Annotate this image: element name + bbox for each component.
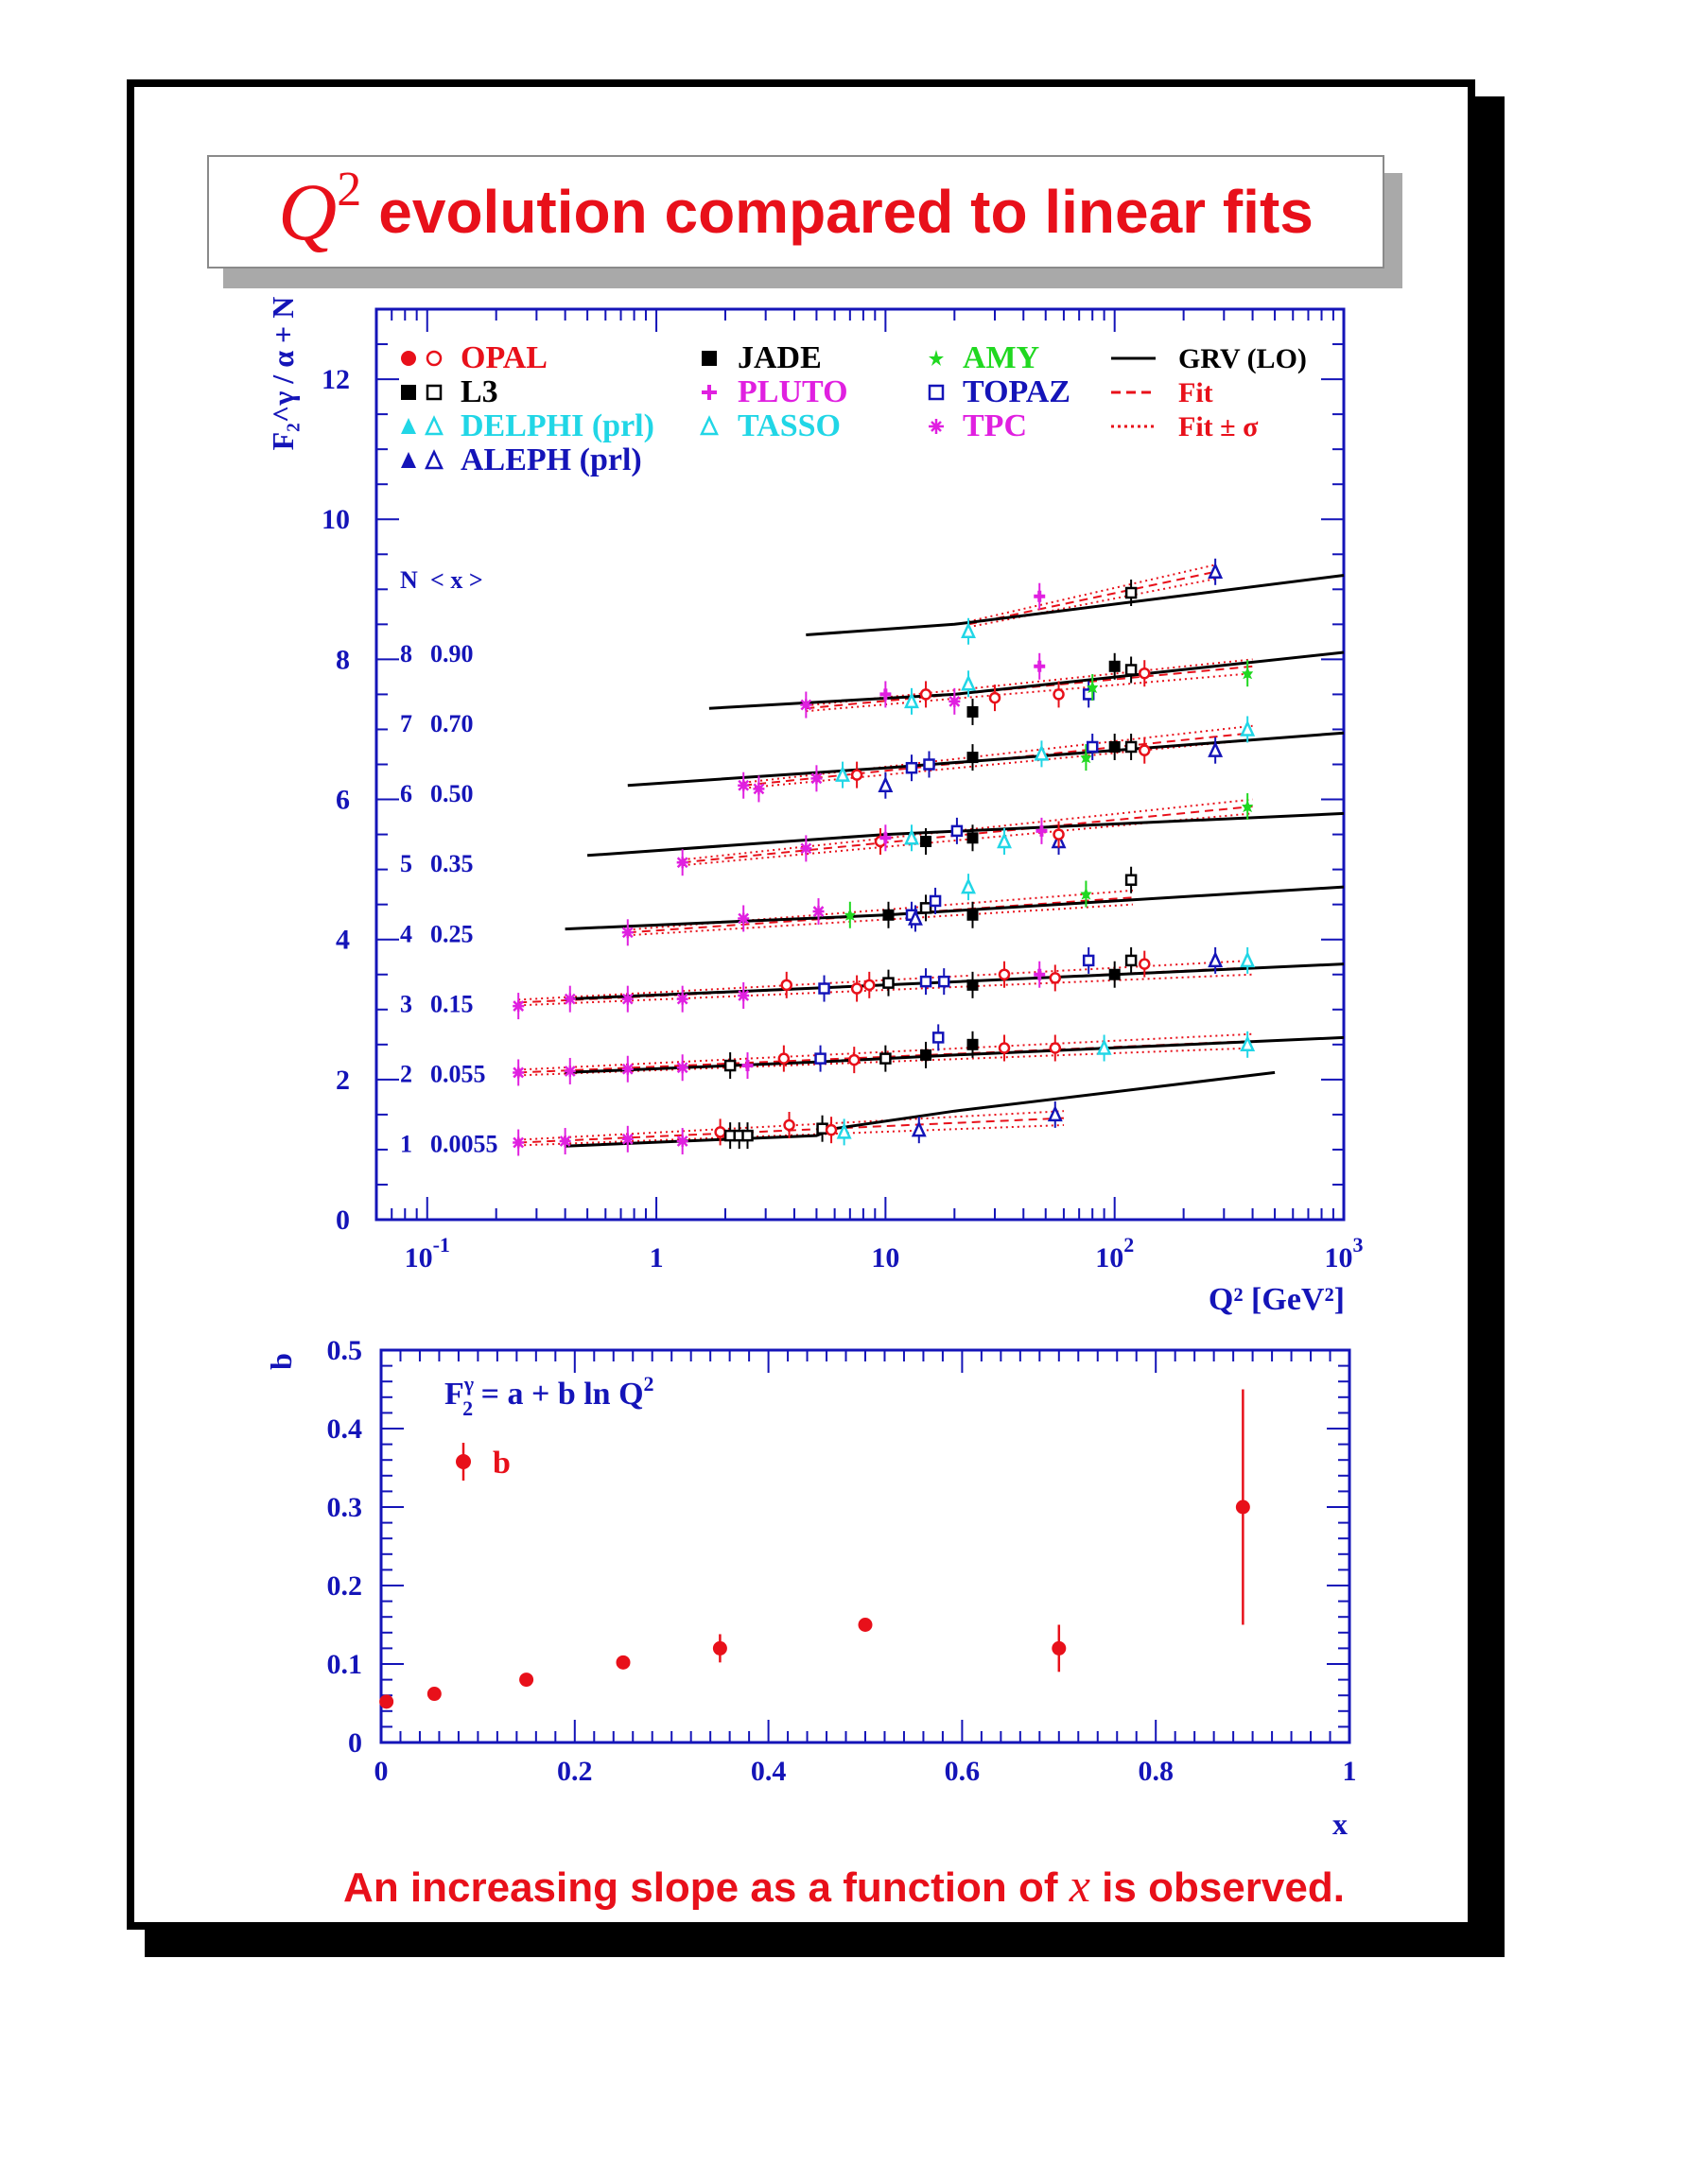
data-point-tpc xyxy=(738,912,749,924)
data-point-l3 xyxy=(1126,742,1136,752)
b-point xyxy=(713,1641,727,1655)
data-point-tasso xyxy=(1099,1042,1110,1054)
data-point-topaz xyxy=(1084,956,1093,965)
data-point-l3 xyxy=(742,1131,752,1140)
data-point-opal xyxy=(1054,689,1064,699)
legend-marker xyxy=(702,418,717,434)
fit-sigma-line xyxy=(806,673,1252,711)
fit-sigma-line xyxy=(968,564,1215,621)
legend-marker xyxy=(929,350,944,366)
x-tick-exponent: 3 xyxy=(1352,1233,1364,1257)
bin-n: 5 xyxy=(400,850,412,878)
bin-mean-x: 0.25 xyxy=(430,920,474,948)
legend-label: L3 xyxy=(461,374,498,409)
data-point-tpc xyxy=(738,780,749,791)
bin-mean-x: 0.0055 xyxy=(430,1130,498,1158)
legend xyxy=(401,340,1307,477)
bin-n: 3 xyxy=(400,990,412,1018)
y-tick-label: 0.1 xyxy=(326,1649,362,1680)
y-tick-label: 8 xyxy=(336,644,350,676)
bin-n: 6 xyxy=(400,780,412,808)
x-tick-exponent: -1 xyxy=(432,1233,450,1257)
data-point-opal xyxy=(852,984,861,994)
x-tick-label: $10^3$ xyxy=(1324,1233,1364,1274)
data-point-l3 xyxy=(883,979,893,988)
grv-curve xyxy=(566,887,1344,929)
y-tick-label: 0.4 xyxy=(326,1413,362,1445)
bin-mean-x: 0.15 xyxy=(430,990,474,1018)
data-point-topaz xyxy=(921,977,931,986)
legend-label: b xyxy=(493,1446,511,1481)
data-point-l3 xyxy=(725,1061,735,1070)
legend-label: TASSO xyxy=(738,408,841,443)
data-point-tpc xyxy=(677,857,688,868)
b-point xyxy=(1236,1500,1250,1515)
legend-marker xyxy=(702,351,717,366)
y-axis-label: b xyxy=(264,1353,298,1370)
legend-label: GRV (LO) xyxy=(1178,343,1307,374)
data-point-tpc xyxy=(800,842,811,854)
data-point-opal xyxy=(1051,1044,1060,1053)
data-point-opal xyxy=(1054,830,1064,840)
b-point xyxy=(427,1687,442,1701)
b-point xyxy=(379,1694,393,1708)
data-point-topaz xyxy=(816,1054,826,1064)
data-point-aleph xyxy=(1209,565,1221,578)
data-point-tpc xyxy=(565,1066,576,1077)
bin-mean-x: 0.70 xyxy=(430,710,474,738)
legend-marker xyxy=(702,385,717,400)
data-point-opal xyxy=(779,1054,789,1064)
x-tick-exponent: 2 xyxy=(1123,1233,1135,1257)
legend-marker-open xyxy=(426,452,442,468)
data-point-l3 xyxy=(1126,875,1136,885)
legend-marker xyxy=(930,386,943,399)
b-point xyxy=(1052,1641,1066,1655)
legend-label: PLUTO xyxy=(738,374,848,409)
data-point-topaz xyxy=(933,1032,943,1042)
legend-label: DELPHI (prl) xyxy=(461,408,654,443)
data-point-tpc xyxy=(622,1134,634,1145)
formula-part: γ xyxy=(463,1372,475,1395)
b-point xyxy=(617,1655,631,1670)
data-point-l3 xyxy=(880,1054,890,1064)
bin-header-x: < x > xyxy=(430,566,483,594)
x-tick-label: 0 xyxy=(374,1756,389,1787)
data-point-jade xyxy=(920,836,931,847)
legend-label: OPAL xyxy=(461,340,548,375)
y-tick-label: 0 xyxy=(348,1727,362,1759)
data-point-topaz xyxy=(939,977,948,986)
formula xyxy=(444,1372,654,1420)
bin-mean-x: 0.50 xyxy=(430,780,474,808)
title-text: evolution compared to linear fits xyxy=(378,178,1314,246)
data-point-opal xyxy=(1000,970,1009,979)
data-point-opal xyxy=(849,1055,859,1065)
y-tick-label: 10 xyxy=(322,504,350,536)
data-point-tpc xyxy=(565,994,576,1005)
x-tick-label: $10^{-1}$ xyxy=(404,1233,450,1274)
bin-mean-x: 0.055 xyxy=(430,1060,486,1088)
data-point-tpc xyxy=(800,700,811,711)
bin-n: 4 xyxy=(400,920,412,948)
x-tick-label: $10^2$ xyxy=(1095,1233,1135,1274)
legend-label: TOPAZ xyxy=(963,374,1070,409)
slope-b-chart xyxy=(264,1335,1357,1841)
data-point-tpc xyxy=(753,783,764,794)
data-point-tpc xyxy=(813,906,825,917)
data-point-jade xyxy=(1109,661,1121,672)
data-point-jade xyxy=(882,910,894,921)
data-point-tpc xyxy=(677,994,688,1005)
formula-part: 2 xyxy=(643,1372,654,1395)
y-axis-label: F₂^γ / α + N xyxy=(266,296,300,451)
data-point-tasso xyxy=(1242,954,1253,966)
bin-n: 1 xyxy=(400,1130,412,1158)
legend-marker xyxy=(929,419,944,434)
data-point-l3 xyxy=(1126,665,1136,674)
data-point-delphi xyxy=(963,880,974,893)
data-point-opal xyxy=(716,1127,725,1136)
x-axis-label: x xyxy=(1332,1807,1348,1841)
legend-label: AMY xyxy=(963,340,1040,375)
data-point-opal xyxy=(864,980,874,990)
data-point-topaz xyxy=(952,826,962,836)
data-point-tpc xyxy=(810,772,822,784)
data-point-opal xyxy=(1000,1044,1009,1053)
b-point xyxy=(519,1673,533,1687)
x-tick-label: 1 xyxy=(649,1242,664,1274)
data-point-aleph xyxy=(1209,954,1221,966)
legend-marker-open xyxy=(426,418,442,434)
fit-sigma-line xyxy=(968,579,1215,627)
data-point-jade xyxy=(967,752,979,763)
data-point-topaz xyxy=(1088,742,1097,752)
data-point-opal xyxy=(785,1120,794,1130)
data-point-opal xyxy=(990,693,1000,702)
data-point-jade xyxy=(920,1049,931,1061)
x-tick-label: 0.2 xyxy=(557,1756,593,1787)
y-tick-label: 2 xyxy=(336,1064,350,1096)
x-axis-label: Q² [GeV²] xyxy=(1208,1282,1345,1317)
f2-q2-chart xyxy=(266,297,1364,1317)
data-point-topaz xyxy=(907,763,916,772)
data-point-tasso xyxy=(1242,1038,1253,1050)
data-point-opal xyxy=(852,771,861,780)
data-point-aleph xyxy=(1209,744,1221,756)
data-point-tpc xyxy=(738,990,749,1001)
grv-curve xyxy=(806,576,1344,635)
y-tick-label: 4 xyxy=(336,924,350,956)
x-tick-label: 0.6 xyxy=(944,1756,981,1787)
legend-marker-filled xyxy=(401,351,416,366)
fit-sigma-line xyxy=(628,905,1133,936)
data-point-jade xyxy=(967,910,979,921)
data-point-delphi xyxy=(963,677,974,689)
grv-curve xyxy=(628,733,1344,786)
data-point-opal xyxy=(827,1125,836,1135)
data-point-opal xyxy=(921,689,931,699)
data-point-jade xyxy=(967,979,979,991)
data-point-tpc xyxy=(513,1000,524,1012)
bin-n: 7 xyxy=(400,710,412,738)
data-point-opal xyxy=(782,980,792,990)
data-point-pluto xyxy=(741,1060,753,1071)
data-point-tpc xyxy=(513,1137,524,1149)
y-tick-label: 6 xyxy=(336,784,350,816)
bin-n: 8 xyxy=(400,639,412,667)
legend-marker-open xyxy=(427,352,441,365)
legend-label: ALEPH (prl) xyxy=(461,442,642,477)
data-point-opal xyxy=(1140,746,1149,755)
data-point-jade xyxy=(967,832,979,843)
conclusion-text: An increasing slope as a function of x is observed. xyxy=(343,1859,1345,1912)
formula-part: 2 xyxy=(462,1396,474,1420)
data-point-tpc xyxy=(677,1135,688,1147)
legend-marker xyxy=(456,1454,471,1469)
formula-part: F xyxy=(444,1377,464,1412)
data-point-tpc xyxy=(622,1064,634,1075)
data-point-topaz xyxy=(931,896,940,906)
data-point-l3 xyxy=(1126,588,1136,598)
legend-marker-filled xyxy=(401,418,416,434)
data-point-aleph xyxy=(879,779,891,791)
data-point-tpc xyxy=(622,994,634,1005)
data-point-tpc xyxy=(948,696,960,707)
b-point xyxy=(859,1618,873,1632)
data-point-topaz xyxy=(924,760,933,770)
data-point-jade xyxy=(967,1039,979,1050)
data-point-tpc xyxy=(560,1135,571,1147)
y-tick-label: 0 xyxy=(336,1205,350,1236)
data-point-opal xyxy=(1140,668,1149,678)
y-tick-label: 0.5 xyxy=(326,1335,362,1366)
title-math: $Q^2$ xyxy=(278,163,362,257)
data-point-jade xyxy=(1109,969,1121,980)
data-point-opal xyxy=(1051,973,1060,982)
data-point-aleph xyxy=(1050,1108,1061,1120)
data-point-tpc xyxy=(622,927,634,938)
legend-marker-filled xyxy=(401,385,416,400)
x-tick-label: 0.8 xyxy=(1138,1756,1174,1787)
bin-mean-x: 0.35 xyxy=(430,850,474,878)
formula-part: = a + b ln Q xyxy=(473,1377,644,1412)
data-point-delphi xyxy=(963,625,974,637)
data-point-jade xyxy=(967,706,979,718)
y-tick-label: 0.3 xyxy=(326,1492,362,1523)
legend-label: Fit ± σ xyxy=(1178,411,1259,442)
y-tick-label: 12 xyxy=(322,364,350,396)
data-point-l3 xyxy=(921,903,931,912)
data-point-pluto xyxy=(1034,661,1045,672)
legend-label: Fit xyxy=(1178,377,1213,408)
bin-mean-x: 0.90 xyxy=(430,639,474,667)
data-point-topaz xyxy=(820,984,829,994)
legend-marker-filled xyxy=(401,452,416,468)
legend-label: JADE xyxy=(738,340,822,375)
data-point-jade xyxy=(1109,741,1121,753)
plot-area xyxy=(513,559,1344,1156)
legend-label: TPC xyxy=(963,408,1027,443)
data-point-opal xyxy=(1140,960,1149,969)
x-tick-label: 10 xyxy=(871,1242,900,1274)
data-point-l3 xyxy=(1126,956,1136,965)
grv-curve xyxy=(709,652,1344,708)
x-tick-label: 1 xyxy=(1342,1756,1357,1787)
bin-header-n: N xyxy=(400,566,418,594)
data-point-pluto xyxy=(1034,591,1045,602)
data-point-tasso xyxy=(1242,722,1253,735)
legend-marker-open xyxy=(427,386,441,399)
data-point-tpc xyxy=(513,1066,524,1078)
y-tick-label: 0.2 xyxy=(326,1570,362,1602)
bin-n: 2 xyxy=(400,1060,412,1088)
data-point-tpc xyxy=(677,1062,688,1073)
x-tick-label: 0.4 xyxy=(750,1756,787,1787)
